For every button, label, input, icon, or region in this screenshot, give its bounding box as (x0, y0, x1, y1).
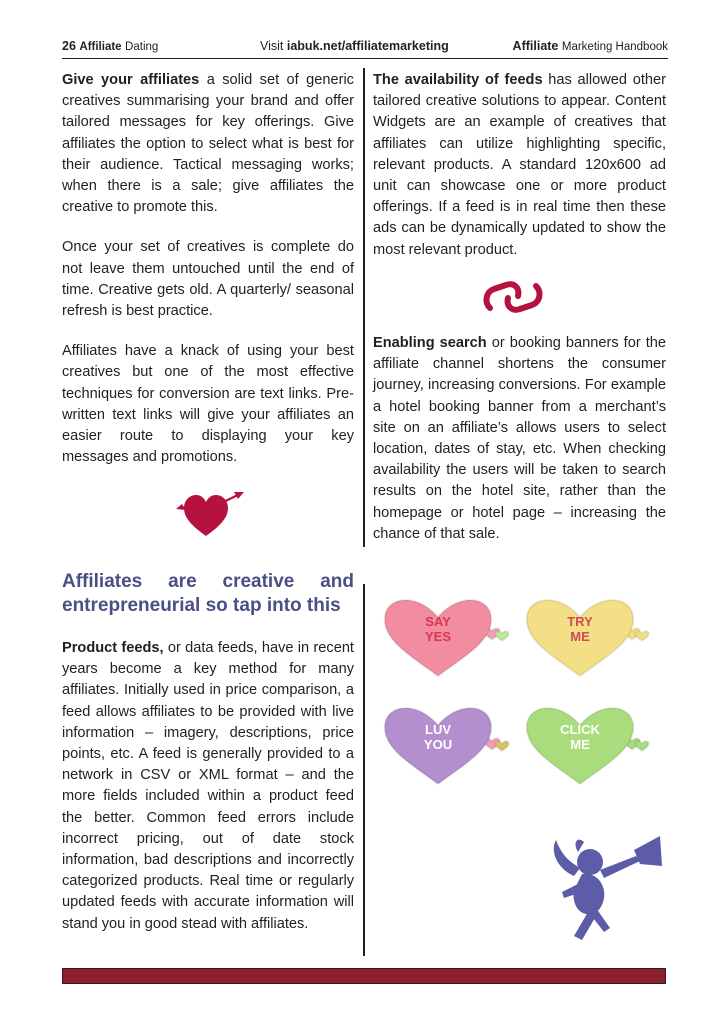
candy-heart-1-text-2: YES (424, 629, 452, 644)
heart-arrow-icon (172, 484, 252, 540)
heading-line-2: entrepreneurial so tap into this (62, 595, 341, 616)
candy-hearts-image (376, 586, 660, 814)
small-candy-heart (495, 741, 508, 751)
left-paragraph-2: Once your set of creatives is complete do not leave them untouched until the end of time. Creative gets old. A quarterly/ seasonal refresh is best practice. (62, 239, 354, 320)
column-divider-top (363, 68, 365, 547)
candy-heart-2-text-2: ME (570, 629, 590, 644)
left-column (62, 70, 354, 468)
book-bold: Affiliate (512, 39, 559, 53)
visit-prefix: Visit (260, 39, 284, 53)
right-p1-text: has allowed other tailored creative solutions to appear. Content Widgets are an example of creatives that affiliates can utilize highlighting specific, relevant products. A standard 120x600 ad unit can showcase one or more product offerings. If a feed is in real time then these ads can be dynamically updated to show the most relevant product. (373, 72, 666, 258)
candy-heart-4-text-2: ME (570, 737, 590, 752)
left-p4-lead: Product feeds, (62, 640, 164, 656)
section-rest: Dating (125, 41, 159, 53)
right-p2-text: or booking banners for the affiliate channel shortens the consumer journey, increasing conversions. For example a hotel booking banner from a merchant’s site on an affiliate’s allows users to select location, dates of stay, etc. When checking availability the users will be taken to search results on the hotel site, rather than the homepage or hotel page – increasing the chance of that sale. (373, 335, 666, 542)
small-candy-heart (495, 631, 508, 641)
candy-heart-3-text-1: LUV (425, 722, 451, 737)
left-paragraph-1 (62, 70, 354, 218)
left-column-lower (62, 638, 354, 935)
candy-heart-2-text-1: TRY (567, 614, 593, 629)
right-p1-lead: The availability of feeds (373, 72, 543, 88)
left-p4-text: or data feeds, have in recent years become a key method for many affiliates. Initially used in price comparison, a feed allows affiliates to be provided with live information – imagery, descriptions, price points, etc. A feed is generally provided to a network in CSV or XML format – and the more fields included within a product feed the better. Common feed errors include incorrect pricing, out of date stock information, bad descriptions and incorrectly categorized products. Real time or regularly updated feeds with accurate information will stand you in good stead with affiliates. (62, 640, 354, 932)
left-paragraph-3: Affiliates have a knack of using your best creatives but one of the most effective techniques for conversion are text links. Pre-written text links will give your affiliates an easier route to displaying your key messages and promotions. (62, 343, 354, 466)
left-paragraph-4 (62, 638, 354, 935)
right-paragraph-2 (373, 333, 666, 545)
section-bold: Affiliate (79, 41, 122, 53)
right-column-lower (373, 333, 666, 545)
left-p1-lead: Give your affiliates (62, 72, 200, 88)
footer-bar (62, 968, 666, 984)
candy-heart-4-text-1: CLICK (560, 722, 600, 737)
right-p2-lead: Enabling search (373, 335, 487, 351)
heading-line-1: Affiliates are creative and (62, 571, 354, 592)
header-page-label (62, 39, 158, 53)
candy-heart-1-text-1: SAY (425, 614, 451, 629)
book-rest: Marketing Handbook (561, 41, 668, 53)
column-divider-bottom (363, 584, 365, 956)
header-book-title (513, 39, 668, 53)
left-p1-text: a solid set of generic creatives summarising your brand and offer tailored messages for key offerings. Give affiliates the option to select what is best for their audience. Tactical messaging works; when there is a sale; give affiliates the creative to promote this. (62, 72, 354, 216)
visit-url[interactable]: iabuk.net/affiliatemarketing (286, 39, 449, 53)
small-candy-heart (635, 741, 648, 751)
right-paragraph-1 (373, 70, 666, 261)
right-column (373, 70, 666, 261)
cherub-trumpet-icon (548, 832, 668, 944)
page-number: 26 (62, 39, 76, 53)
chain-link-icon (480, 278, 546, 316)
header-visit (260, 39, 449, 53)
section-heading (62, 570, 354, 618)
candy-heart-3-text-2: YOU (423, 737, 453, 752)
small-candy-heart (635, 631, 648, 641)
page-header (62, 36, 668, 59)
